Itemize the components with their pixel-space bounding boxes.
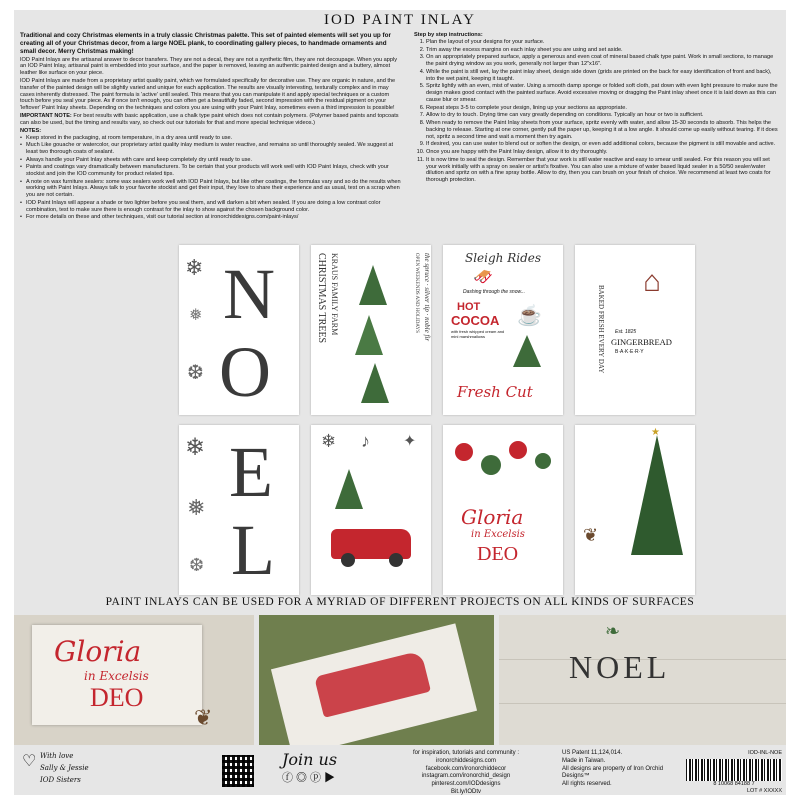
- steps-list: [414, 39, 780, 184]
- in-excelsis-text: in Excelsis: [84, 669, 149, 683]
- note-item: • Always handle your Paint Inlay sheets with care and keep completely dry until ready to use.: [26, 157, 402, 164]
- barcode: [686, 759, 782, 781]
- open-weekends-text: OPEN WEEKENDS AND HOLIDAYS: [414, 253, 419, 333]
- in-excelsis-text: in Excelsis: [471, 529, 525, 540]
- star-icon: ✦: [403, 433, 417, 450]
- sku-text: IOD-INL-NOE: [748, 750, 782, 756]
- inlay-sheet-sleigh-rides: [443, 245, 563, 415]
- letter-n: N: [223, 254, 275, 334]
- note-item: • Paints and coatings vary dramatically between manufacturers. To be certain that your products will work well with IOD Paint Inlays, check with your stockist and join the IOD community for product related tips.: [26, 164, 402, 178]
- tree-icon: [359, 265, 387, 305]
- inlay-board: [271, 623, 477, 745]
- heart-icon: ♡: [22, 753, 37, 770]
- youtube-link[interactable]: Bit.ly/IODtv: [450, 788, 481, 795]
- step-item: 10. Once you are happy with the Paint Inlay design, allow it to dry thoroughly.: [426, 149, 780, 156]
- snowflake-icon: ❄: [185, 255, 204, 280]
- barcode-block: [686, 750, 782, 795]
- tree-icon: [361, 363, 389, 403]
- greenery-icon: ❧: [605, 621, 621, 641]
- note-item: • A note on wax furniture sealers: some wax sealers work well with IOD Paint Inlays, but like other coatings, the formulas vary and so do the results when working with Paint Inlays. Always talk to your favorite stockist and get their input, they love to share their experience and as usual, test on a scrap when you are not certain.: [26, 179, 402, 199]
- pinterest-link[interactable]: pinterest.com/IODdesigns: [431, 781, 501, 788]
- ornament-icon: [535, 453, 551, 469]
- hot-text: HOT: [457, 301, 481, 313]
- plank-divider: [499, 703, 786, 704]
- facebook-icon[interactable]: ⓕ: [282, 771, 296, 784]
- with-love-text: With love: [40, 752, 74, 760]
- legal-block: [562, 750, 672, 795]
- barcode-number: 8 10068 84188 7: [713, 781, 755, 788]
- facebook-link[interactable]: facebook.com/ironorchiddecor: [425, 765, 507, 772]
- property-text: All designs are property of Iron Orchid Designs™: [562, 765, 664, 780]
- dashing-text: Dashing through the snow...: [463, 289, 525, 295]
- wheel-icon: [341, 553, 355, 567]
- website-link[interactable]: ironorchiddesigns.com: [435, 757, 497, 764]
- intro-paragraph: Traditional and cozy Christmas elements in a truly classic Christmas palette. This set of painted elements will set you up for creating all of your Christmas decor, from a large NOEL plank, to coordinating gallery pieces, to handmade ornaments and small decor. Merry Christmas making!: [20, 32, 391, 55]
- gloria-sign: [32, 625, 202, 725]
- truck-icon: [314, 650, 431, 717]
- ornament-icon: [455, 443, 473, 461]
- step-item: 7. Allow to dry to touch. Drying time can vary greatly depending on conditions. Typically an hour or two is sufficient.: [426, 112, 780, 119]
- signature-block: [22, 750, 122, 795]
- product-sheet: [14, 10, 786, 795]
- instructions-column: [414, 32, 780, 185]
- iod-sisters-text: IOD Sisters: [40, 776, 81, 784]
- star-icon: ★: [651, 427, 660, 438]
- snowflake-icon: ❅: [187, 495, 206, 520]
- tree-icon: [631, 435, 683, 555]
- gloria-text: Gloria: [54, 635, 142, 668]
- step-item: 6. Repeat steps 3-5 to complete your design, lining up your sections as appropriate.: [426, 105, 780, 112]
- made-in-text: Made in Taiwan.: [562, 757, 606, 764]
- rights-text: All rights reserved.: [562, 781, 612, 788]
- step-item: 5. Spritz lightly with an even, mist of water. Using a smooth damp sponge or folded soft cloth, pat down with even light pressure to make sure the design makes good contact with the painted surface. Avoid excessive moving or dragging the Paint inlay sheet once it is laid down as this can cause blur or smear.: [426, 83, 780, 103]
- inlay-sheet-gloria: [443, 425, 563, 595]
- est-text: Est. 1825: [615, 329, 637, 335]
- join-us-text: Join us: [282, 750, 338, 769]
- inlay-sheet-gingerbread: [575, 245, 695, 415]
- inlay-sheet-christmas-tree: [575, 425, 695, 595]
- note-item: • IOD Paint Inlays will appear a shade or two lighter before you seal them, and will darken a bit when sealed. If you are doing a low contrast color combination, test to make sure there is enough contrast for the inlay to show against the chosen background color.: [26, 200, 402, 214]
- lot-text: LOT # XXXXX: [746, 788, 782, 795]
- step-item: 4. While the paint is still wet, lay the paint inlay sheet, design side down (grids are printed on the back for easy identification of front and back), into the wet paint, keeping it taught.: [426, 69, 780, 83]
- snowflake-icon: ❆: [187, 362, 204, 384]
- instagram-icon[interactable]: ◎: [296, 771, 310, 784]
- pinterest-icon[interactable]: ⓟ: [310, 771, 324, 784]
- notes-list: [20, 135, 402, 222]
- deo-text: DEO: [90, 683, 144, 712]
- snowflake-icon: ❄: [185, 434, 206, 461]
- important-note-label: IMPORTANT NOTE:: [20, 113, 72, 120]
- letter-l: L: [231, 510, 275, 590]
- tree-icon: [355, 315, 383, 355]
- description-paragraph-1: IOD Paint Inlays are the artisanal answer to decor transfers. They are not a decal, they are not a synthetic film, they are not decoupage. When you apply an IOD Paint Inlay, artisanal paint is embedded into your surface, and the paper is removed, leaving an authentic painted design and a buttery, almost leather like surface on your piece.: [20, 56, 398, 77]
- step-item: 3. On an appropriately prepared surface, apply a generous and even coat of mineral based chalk type paint. Work in small sections, to manage the paint drying window as you work, generally not larger than 12"x16".: [426, 54, 780, 68]
- cocoa-text: COCOA: [451, 313, 500, 328]
- snowflake-icon: ❆: [189, 555, 205, 575]
- description-paragraph-2: IOD Paint Inlays are made from a proprietary artist quality paint, which we formulated specifically for decorative use. They are organic in nature, and the transfer of the painted design will be slightly varied and unique for each application. The results are visually interesting, texturally complex and in may cases inherently distressed. The paint formula is 'active' until sealed. This means that you can manipulate it and apply special techniques or a custom touch before you seal your piece. As if once isn't enough, you can often get a beautifully faded, second impression with the residual pigment on your 'leftover' Paint Inlay sheets. Depending on the techniques and colors you are using with your Paint Inlay, sometimes even a third impression is possible!: [20, 78, 396, 112]
- sleigh-rides-text: Sleigh Rides: [465, 251, 542, 265]
- baked-fresh-text: BAKED FRESH EVERY DAY: [597, 285, 605, 374]
- important-note-text: For best results with basic application, use a chalk type paint which does not contain polymers. (Polymer based paints and topcoats can also be used, but the timing and results vary, so check out our tutorials for that and more special technique videos.): [20, 113, 399, 126]
- instructions-heading: Step by step instructions:: [414, 32, 483, 38]
- mug-icon: ☕: [517, 305, 542, 327]
- inlay-sheet-noel-bottom: [179, 425, 299, 595]
- instagram-link[interactable]: instagram.com/ironorchid_design: [421, 773, 511, 780]
- step-item: 9. If desired, you can use water to blend out or soften the design, or even add additional colors, because the pigment is still movable and active.: [426, 141, 780, 148]
- gloria-text: Gloria: [461, 505, 524, 529]
- pinecone-icon: ❦: [583, 525, 599, 545]
- page-title: IOD PAINT INLAY: [324, 12, 476, 28]
- bakery-text: B·A·K·E·R·Y: [615, 349, 644, 355]
- inlay-sheet-grid: [179, 245, 699, 595]
- tree-types-text: the spruce · silver tip · noble fir: [423, 253, 431, 342]
- cocoa-subtext: with fresh whipped cream and mini marshmallows: [451, 329, 505, 339]
- signature-text: Sally & Jessie: [40, 764, 89, 772]
- photo-truck-application: [259, 615, 494, 745]
- usage-banner: PAINT INLAYS CAN BE USED FOR A MYRIAD OF DIFFERENT PROJECTS ON ALL KINDS OF SURFACES: [105, 596, 695, 608]
- noel-text: NOEL: [569, 649, 671, 685]
- social-block: [282, 750, 382, 795]
- ornament-icon: [481, 455, 501, 475]
- gingerbread-text: GINGERBREAD: [611, 337, 672, 347]
- fresh-cut-text: Fresh Cut: [457, 383, 533, 401]
- gingerbread-house-icon: ⌂: [643, 265, 662, 298]
- note-item: • Keep stored in the packaging, at room temperature, in a dry area until ready to use.: [26, 135, 402, 142]
- wheel-icon: [389, 553, 403, 567]
- deo-text: DEO: [477, 543, 519, 565]
- inlay-sheet-tree-farm: [311, 245, 431, 415]
- inlay-sheet-red-truck: [311, 425, 431, 595]
- snowflake-icon: ❅: [189, 307, 203, 324]
- step-item: 2. Trim away the excess margins on each inlay sheet you are using and set aside.: [426, 47, 780, 54]
- sleigh-icon: 🛷: [473, 269, 493, 286]
- step-item: 11. It is now time to seal the design. Remember that your work is still water reactive and easy to smear until sealed. For this reason you will set your work initially with a spray on sealer or artist's fixative. You can also use a mixture of water based liquid sealer in a 50/50 sealer/water dilution and spritz on with a fine spray bottle. Allow to dry, then you can brush on your finish of choice. We recommend at least two coats for thorough protection.: [426, 157, 780, 184]
- horn-icon: ♪: [361, 431, 370, 451]
- tree-icon: [335, 469, 363, 509]
- qr-code[interactable]: [222, 755, 254, 787]
- social-icons: [282, 771, 382, 785]
- inspiration-text: for inspiration, tutorials and community :: [412, 750, 520, 756]
- youtube-icon[interactable]: ▶: [324, 771, 338, 784]
- step-item: 1. Plan the layout of your designs for your surface.: [426, 39, 780, 46]
- patent-text: US Patent 11,124,014.: [562, 750, 623, 756]
- important-note: [20, 113, 402, 127]
- step-item: 8. When ready to remove the Paint Inlay sheets from your surface, spritz evenly with water, and allow 15-30 seconds to absorb. This helps the backing to release. Starting at one corner, gently pull the paper up, keeping it at a low angle. It should come up easily without tearing. If it does not, spritz a second time and wait a moment then try again.: [426, 120, 780, 140]
- letter-o: O: [219, 332, 271, 412]
- note-item: • Much Like gouache or watercolor, our proprietary artist quality inlay medium is water reactive, and remains so until thoroughly sealed. We suggest at least two thorough coats of sealant.: [26, 142, 402, 156]
- photo-gloria-sign: [14, 615, 254, 745]
- description-column: [20, 32, 402, 222]
- tree-icon: [513, 335, 541, 367]
- pinecone-icon: ❦: [194, 705, 213, 730]
- photo-noel-plank: [499, 615, 786, 745]
- letter-e: E: [229, 432, 273, 512]
- links-block: [386, 750, 546, 795]
- kraus-farm-text: KRAUS FAMILY FARM: [330, 253, 339, 336]
- ornament-icon: [509, 441, 527, 459]
- christmas-trees-text: CHRISTMAS TREES: [316, 253, 327, 344]
- snowflake-icon: ❄: [321, 431, 337, 451]
- notes-heading: NOTES:: [20, 127, 42, 134]
- inlay-sheet-noel-top: [179, 245, 299, 415]
- note-item: • For more details on these and other techniques, visit our tutorial section at ironorchiddesigns.com/paint-inlays/: [26, 214, 402, 221]
